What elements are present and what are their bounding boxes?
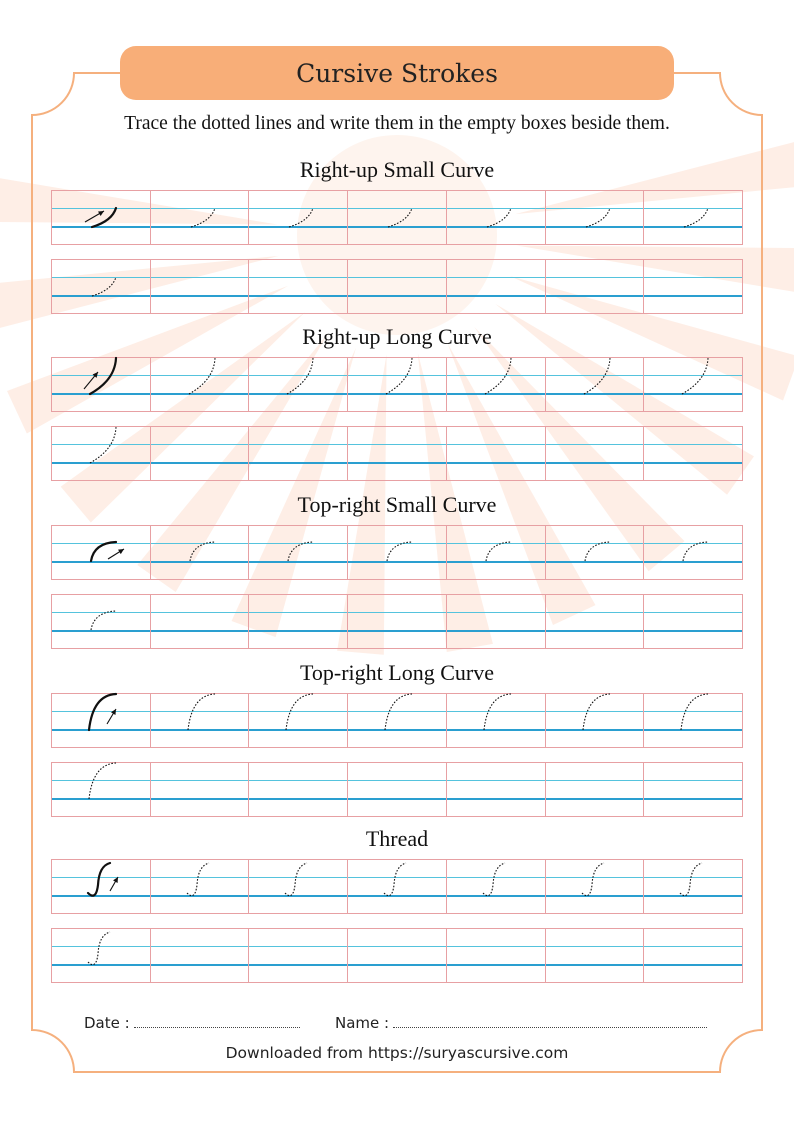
right-up-small-curve-icon: [249, 191, 347, 246]
practice-row: [51, 426, 743, 481]
trace-box: [348, 694, 447, 747]
guide-line: [644, 277, 742, 278]
guide-line: [644, 946, 742, 947]
base-line: [644, 964, 742, 966]
trace-box: [447, 358, 546, 411]
guide-line: [447, 277, 545, 278]
writing-box[interactable]: [546, 260, 645, 313]
base-line: [249, 295, 347, 297]
section-title: Right-up Small Curve: [299, 157, 495, 182]
trace-box: [644, 694, 742, 747]
guide-line: [447, 946, 545, 947]
writing-box[interactable]: [249, 595, 348, 648]
guide-line: [447, 444, 545, 445]
trace-box: [644, 358, 742, 411]
base-line: [447, 295, 545, 297]
guide-line: [151, 277, 249, 278]
practice-row: [51, 259, 743, 314]
trace-box: [52, 358, 151, 411]
trace-box: [52, 427, 151, 480]
page-title: Cursive Strokes: [296, 58, 498, 88]
thread-icon: [447, 860, 545, 915]
guide-line: [151, 612, 249, 613]
trace-box: [52, 860, 151, 913]
trace-box: [151, 526, 250, 579]
right-up-small-curve-icon: [151, 191, 249, 246]
writing-box[interactable]: [644, 763, 742, 816]
trace-box: [447, 526, 546, 579]
base-line: [644, 295, 742, 297]
trace-box: [52, 526, 151, 579]
trace-box: [348, 191, 447, 244]
title-banner: [120, 46, 674, 100]
section-title: Top-right Small Curve: [297, 492, 497, 517]
writing-box[interactable]: [151, 763, 250, 816]
guide-line: [546, 780, 644, 781]
writing-box[interactable]: [249, 260, 348, 313]
base-line: [644, 630, 742, 632]
trace-row: [51, 190, 743, 245]
guide-line: [348, 780, 446, 781]
base-line: [151, 798, 249, 800]
writing-box[interactable]: [348, 763, 447, 816]
name-field[interactable]: [335, 1014, 707, 1032]
top-right-small-curve-icon: [644, 526, 742, 581]
writing-box[interactable]: [249, 427, 348, 480]
guide-line: [546, 277, 644, 278]
writing-box[interactable]: [151, 929, 250, 982]
trace-box: [447, 191, 546, 244]
writing-box[interactable]: [644, 427, 742, 480]
writing-box[interactable]: [447, 595, 546, 648]
base-line: [348, 295, 446, 297]
top-right-long-curve-icon: [644, 694, 742, 749]
guide-line: [249, 946, 347, 947]
instruction-text: Trace the dotted lines and write them in the empty boxes beside them.: [124, 113, 670, 134]
section-title: Top-right Long Curve: [300, 660, 494, 685]
top-right-small-curve-icon: [447, 526, 545, 581]
date-line: [134, 1017, 300, 1028]
writing-box[interactable]: [249, 929, 348, 982]
top-right-small-curve-icon: [348, 526, 446, 581]
trace-box: [546, 526, 645, 579]
guide-line: [151, 780, 249, 781]
trace-row: [51, 357, 743, 412]
right-up-long-curve-icon: [151, 358, 249, 413]
trace-row: [51, 859, 743, 914]
right-up-long-curve-icon: [447, 358, 545, 413]
right-up-long-curve-icon: [644, 358, 742, 413]
right-up-small-curve-icon: [348, 191, 446, 246]
trace-box: [249, 191, 348, 244]
top-right-long-curve-icon: [546, 694, 644, 749]
base-line: [644, 462, 742, 464]
writing-box[interactable]: [348, 929, 447, 982]
guide-line: [249, 444, 347, 445]
date-label: Date :: [84, 1014, 130, 1032]
right-up-long-curve-icon: [546, 358, 644, 413]
base-line: [249, 630, 347, 632]
right-up-small-curve-icon: [644, 191, 742, 246]
guide-line: [644, 612, 742, 613]
guide-line: [151, 444, 249, 445]
writing-box[interactable]: [644, 929, 742, 982]
writing-box[interactable]: [644, 595, 742, 648]
trace-box: [447, 860, 546, 913]
writing-box[interactable]: [151, 260, 250, 313]
guide-line: [151, 946, 249, 947]
top-right-long-curve-icon: [447, 694, 545, 749]
trace-box: [249, 526, 348, 579]
base-line: [447, 630, 545, 632]
base-line: [644, 798, 742, 800]
thread-icon: [52, 860, 150, 915]
top-right-small-curve-icon: [249, 526, 347, 581]
base-line: [151, 295, 249, 297]
trace-box: [447, 694, 546, 747]
thread-icon: [348, 860, 446, 915]
trace-box: [348, 358, 447, 411]
writing-box[interactable]: [348, 427, 447, 480]
name-label: Name :: [335, 1014, 390, 1032]
base-line: [546, 630, 644, 632]
trace-box: [52, 191, 151, 244]
guide-line: [546, 946, 644, 947]
trace-box: [644, 860, 742, 913]
guide-line: [249, 277, 347, 278]
trace-box: [546, 358, 645, 411]
right-up-long-curve-icon: [52, 358, 150, 413]
trace-box: [644, 526, 742, 579]
base-line: [546, 462, 644, 464]
trace-box: [52, 260, 151, 313]
base-line: [348, 798, 446, 800]
trace-box: [546, 694, 645, 747]
source-credit: Downloaded from https://suryascursive.com: [225, 1044, 569, 1062]
base-line: [348, 462, 446, 464]
practice-row: [51, 594, 743, 649]
trace-box: [151, 358, 250, 411]
base-line: [151, 462, 249, 464]
right-up-small-curve-icon: [447, 191, 545, 246]
right-up-long-curve-icon: [249, 358, 347, 413]
base-line: [151, 630, 249, 632]
trace-box: [151, 191, 250, 244]
writing-box[interactable]: [546, 427, 645, 480]
base-line: [447, 798, 545, 800]
thread-icon: [52, 929, 150, 984]
guide-line: [644, 444, 742, 445]
base-line: [151, 964, 249, 966]
base-line: [447, 964, 545, 966]
trace-box: [151, 694, 250, 747]
practice-row: [51, 762, 743, 817]
guide-line: [447, 612, 545, 613]
guide-line: [546, 612, 644, 613]
guide-line: [644, 780, 742, 781]
writing-box[interactable]: [447, 427, 546, 480]
base-line: [348, 964, 446, 966]
writing-box[interactable]: [546, 763, 645, 816]
guide-line: [447, 780, 545, 781]
trace-box: [52, 763, 151, 816]
writing-box[interactable]: [249, 763, 348, 816]
right-up-small-curve-icon: [52, 260, 150, 315]
base-line: [249, 462, 347, 464]
trace-box: [644, 191, 742, 244]
base-line: [546, 964, 644, 966]
base-line: [546, 295, 644, 297]
right-up-small-curve-icon: [546, 191, 644, 246]
base-line: [249, 964, 347, 966]
trace-box: [52, 595, 151, 648]
top-right-long-curve-icon: [52, 694, 150, 749]
trace-row: [51, 525, 743, 580]
trace-box: [151, 860, 250, 913]
trace-box: [348, 526, 447, 579]
top-right-small-curve-icon: [52, 526, 150, 581]
thread-icon: [249, 860, 347, 915]
thread-icon: [151, 860, 249, 915]
section-title: Thread: [365, 826, 429, 851]
trace-box: [546, 860, 645, 913]
guide-line: [348, 946, 446, 947]
writing-box[interactable]: [644, 260, 742, 313]
writing-box[interactable]: [546, 929, 645, 982]
top-right-small-curve-icon: [151, 526, 249, 581]
trace-box: [546, 191, 645, 244]
trace-box: [249, 860, 348, 913]
guide-line: [348, 612, 446, 613]
guide-line: [249, 780, 347, 781]
thread-icon: [546, 860, 644, 915]
top-right-long-curve-icon: [348, 694, 446, 749]
base-line: [249, 798, 347, 800]
top-right-long-curve-icon: [249, 694, 347, 749]
writing-box[interactable]: [546, 595, 645, 648]
date-field[interactable]: [84, 1014, 300, 1032]
trace-box: [249, 358, 348, 411]
writing-box[interactable]: [447, 763, 546, 816]
base-line: [546, 798, 644, 800]
writing-box[interactable]: [447, 929, 546, 982]
trace-box: [52, 694, 151, 747]
section-title: Right-up Long Curve: [302, 324, 492, 349]
guide-line: [546, 444, 644, 445]
top-right-long-curve-icon: [151, 694, 249, 749]
trace-box: [249, 694, 348, 747]
writing-box[interactable]: [447, 260, 546, 313]
right-up-long-curve-icon: [348, 358, 446, 413]
thread-icon: [644, 860, 742, 915]
right-up-small-curve-icon: [52, 191, 150, 246]
trace-row: [51, 693, 743, 748]
guide-line: [249, 612, 347, 613]
trace-box: [52, 929, 151, 982]
base-line: [447, 462, 545, 464]
writing-box[interactable]: [348, 260, 447, 313]
top-right-small-curve-icon: [546, 526, 644, 581]
guide-line: [348, 444, 446, 445]
writing-box[interactable]: [348, 595, 447, 648]
trace-box: [348, 860, 447, 913]
writing-box[interactable]: [151, 427, 250, 480]
right-up-long-curve-icon: [52, 427, 150, 482]
practice-row: [51, 928, 743, 983]
guide-line: [348, 277, 446, 278]
name-line: [393, 1017, 707, 1028]
base-line: [348, 630, 446, 632]
writing-box[interactable]: [151, 595, 250, 648]
top-right-small-curve-icon: [52, 595, 150, 650]
top-right-long-curve-icon: [52, 763, 150, 818]
